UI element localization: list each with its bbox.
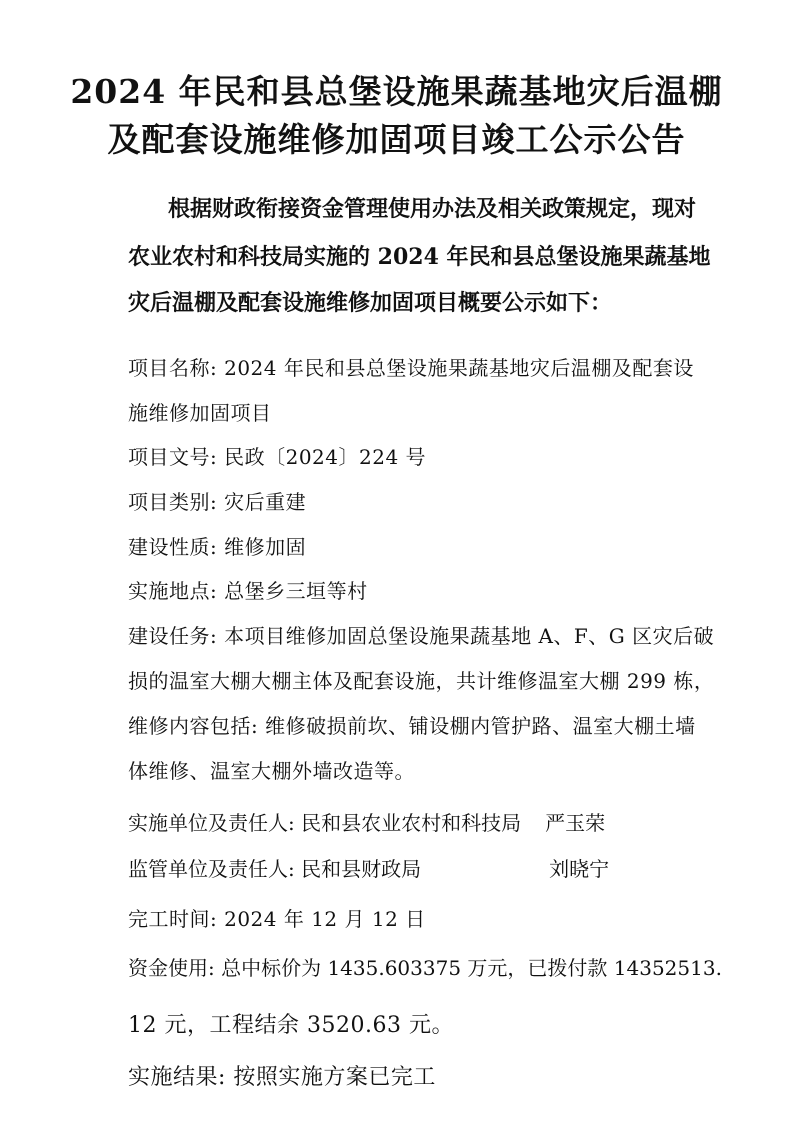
project-name-line-1: 项目名称: 2024 年民和县总堡设施果蔬基地灾后温棚及配套设 xyxy=(128,356,694,380)
completion-date: 完工时间: 2024 年 12 月 12 日 xyxy=(128,907,426,931)
implementation-result: 实施结果: 按照实施方案已完工 xyxy=(128,1065,436,1090)
notice-title-line-2: 及配套设施维修加固项目竣工公示公告 xyxy=(107,120,686,159)
project-doc-number: 项目文号: 民政〔2024〕224 号 xyxy=(128,445,427,469)
construction-task-line-4: 体维修、温室大棚外墙改造等。 xyxy=(128,759,415,783)
project-name-line-2: 施维修加固项目 xyxy=(128,401,272,425)
construction-nature: 建设性质: 维修加固 xyxy=(128,535,307,559)
implementation-location: 实施地点: 总堡乡三垣等村 xyxy=(128,579,368,603)
intro-line-3: 灾后温棚及配套设施维修加固项目概要公示如下： xyxy=(128,290,613,316)
implementing-person: 严玉荣 xyxy=(545,811,606,835)
project-category: 项目类别: 灾后重建 xyxy=(128,490,307,514)
fund-usage-line-1: 资金使用: 总中标价为 1435.603375 万元，已拨付款 14352513. xyxy=(128,956,722,980)
supervising-unit-label: 监管单位及责任人: 民和县财政局 xyxy=(128,857,422,881)
implementing-unit xyxy=(128,807,605,836)
notice-title-line-1: 2024 年民和县总堡设施果蔬基地灾后温棚 xyxy=(70,72,723,111)
fund-usage-line-2: 12 元，工程结余 3520.63 元。 xyxy=(128,1013,454,1038)
implementing-unit-label: 实施单位及责任人: 民和县农业农村和科技局 xyxy=(128,811,522,835)
construction-task-line-1: 建设任务: 本项目维修加固总堡设施果蔬基地 A、F、G 区灾后破 xyxy=(128,624,715,648)
construction-task-line-3: 维修内容包括: 维修破损前坎、铺设棚内管护路、温室大棚土墙 xyxy=(128,714,696,738)
intro-line-1: 根据财政衔接资金管理使用办法及相关政策规定，现对 xyxy=(168,196,697,222)
construction-task-line-2: 损的温室大棚大棚主体及配套设施，共计维修温室大棚 299 栋， xyxy=(128,669,715,693)
supervising-unit xyxy=(128,853,609,882)
supervising-person: 刘晓宁 xyxy=(549,857,610,881)
intro-line-2: 农业农村和科技局实施的 2024 年民和县总堡设施果蔬基地 xyxy=(128,244,711,270)
